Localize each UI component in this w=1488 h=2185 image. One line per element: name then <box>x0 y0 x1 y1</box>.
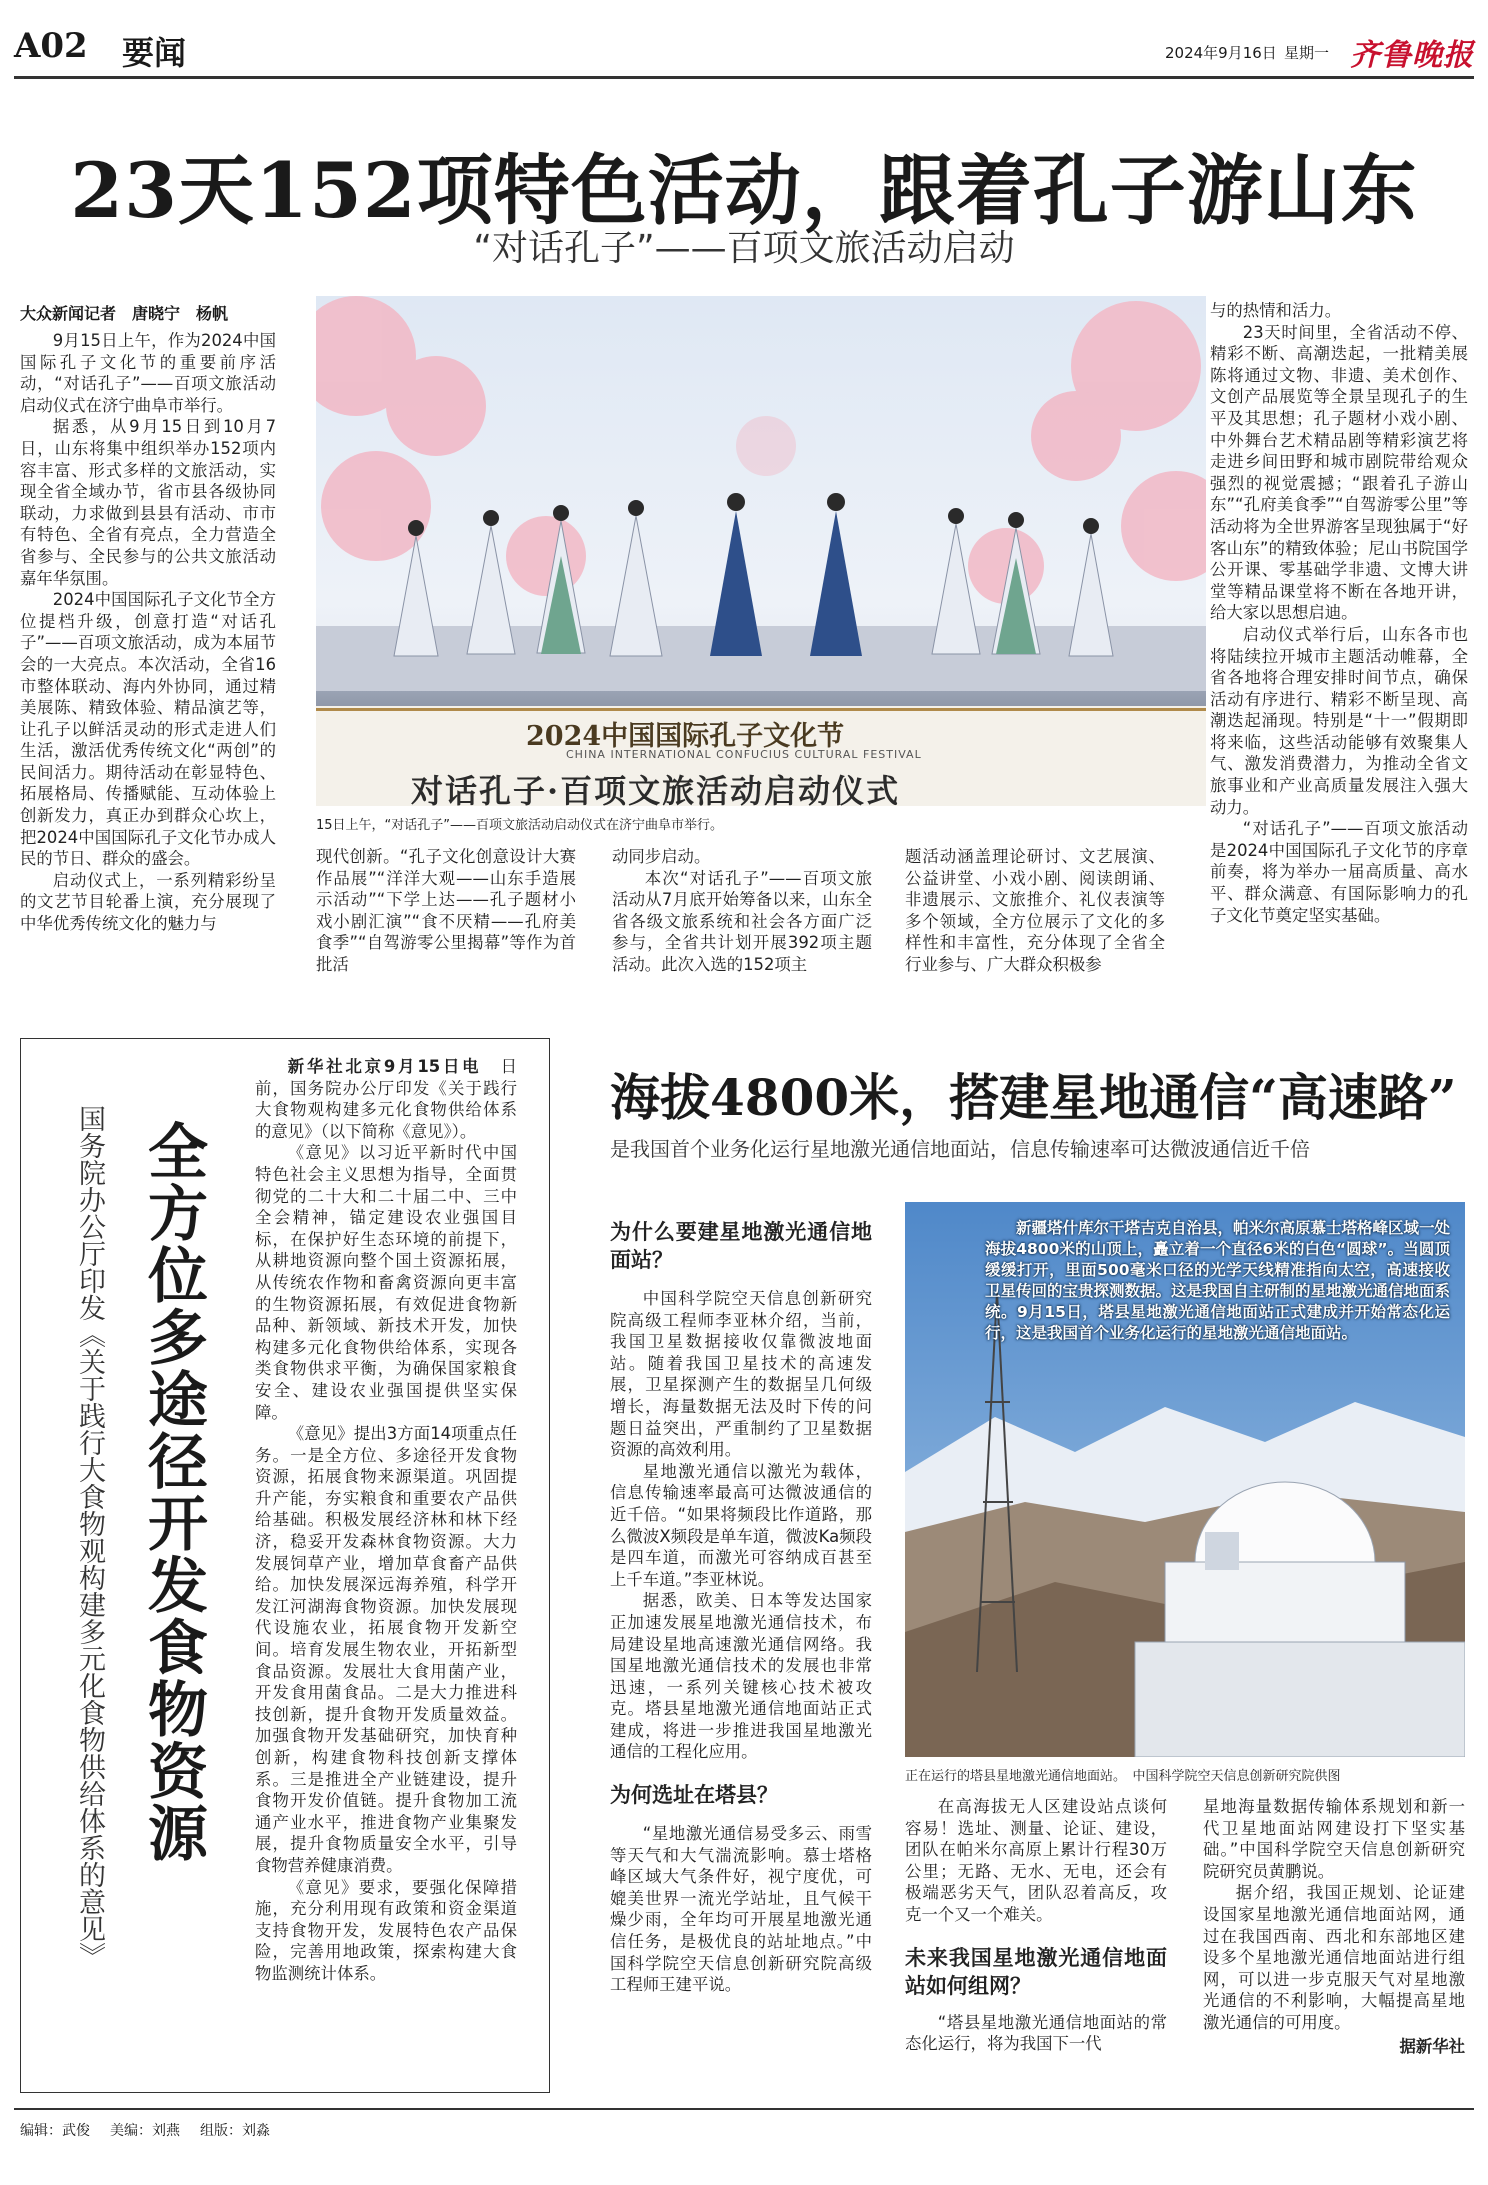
paragraph: 据悉，从9月15日到10月7日，山东将集中组织举办152项内容丰富、形式多样的文旅活动，实现全省全域办节，省市县各级协同联动，力求做到县县有活动、市市有特色、全省有亮点，全力营造全省参与、全民参与的公共文旅活动嘉年华氛围。 <box>20 417 276 588</box>
station-photo-overlay: 新疆塔什库尔干塔吉克自治县，帕米尔高原慕士塔格峰区域一处海拔4800米的山顶上，矗立着一个直径6米的白色“圆球”。当圆顶缓缓打开，里面500毫米口径的光学天线精准指向太空，高速接收卫星传回的宝贵探测数据。这是我国自主研制的星地激光通信地面系统。9月15日，塔县星地激光通信地面站正式建成并开始常态化运行，这是我国首个业务化运行的星地激光通信地面站。 <box>985 1219 1451 1342</box>
paragraph: 《意见》以习近平新时代中国特色社会主义思想为指导，全面贯彻党的二十大和二十届二中、三中全会精神，锚定建设农业强国目标，在保护好生态环境的前提下，从耕地资源向整个国土资源拓展，从传统农作物和畜禽资源向更丰富的生物资源拓展，有效促进食物新品种、新领域、新技术开发，加快构建多元化食物供给体系，实现各类食物供求平衡，为确保国家粮食安全、建设农业强国提供坚实保障。 <box>255 1143 517 1422</box>
story1-subheadline: “对话孔子”——百项文旅活动启动 <box>473 228 1015 269</box>
paragraph: 启动仪式举行后，山东各市也将陆续拉开城市主题活动帷幕，全省各地将合理安排时间节点，确保活动有序进行、精彩不断呈现、高潮迭起涌现。特别是“十一”假期即将来临，这些活动能够有效聚集人气、激发消费潜力，为推动全省文旅事业和产业高质量发展注入强大动力。 <box>1210 624 1468 817</box>
story1-byline: 大众新闻记者 唐晓宁 杨帆 <box>20 304 229 323</box>
page-code: A02 <box>14 26 88 66</box>
ceremony-photo-caption: 15日上午，“对话孔子”——百项文旅活动启动仪式在济宁曲阜市举行。 <box>316 818 724 833</box>
paragraph: 《意见》提出3方面14项重点任务。一是全方位、多途径开发食物资源，拓展食物来源渠道。巩固提升产能，夯实粮食和重要农产品供给基础。积极发展经济林和林下经济，稳妥开发森林食物资源。大力发展饲草产业，增加草食畜产品供给。加快发展深远海养殖，科学开发江河湖海食物资源。加快发展现代设施农业，拓展食物开发新空间。培育发展生物农业，开拓新型食品资源。发展壮大食用菌产业，开发食用菌食品。二是大力推进科技创新，提升食物开发质量效益。加强食物开发基础研究，加快育种创新，构建食物科技创新支撑体系。三是推进全产业链建设，提升食物开发价值链。提升食物加工流通产业水平，推进食物产业集聚发展，提升食物质量安全水平，引导食物营养健康消费。 <box>255 1424 517 1875</box>
paper-name: 齐鲁晚报 <box>1350 38 1474 73</box>
footer-layout: 组版：刘淼 <box>200 2123 270 2139</box>
story1-col3 <box>612 846 872 976</box>
story3-sign: 据新华社 <box>1399 2036 1465 2056</box>
paragraph: 23天时间里，全省活动不停、精彩不断、高潮迭起，一批精美展陈将通过文物、非遗、美术创作、文创产品展览等全景呈现孔子的生平及其思想；孔子题材小戏小剧、中外舞台艺术精品剧等精彩演艺将走进乡间田野和城市剧院带给观众强烈的视觉震撼；“跟着孔子游山东”“孔府美食季”“自驾游零公里”等活动将为全世界游客呈现独属于“好客山东”的精致体验；尼山书院国学公开课、零基础学非遗、文博大讲堂等精品课堂将不断在各地开讲，给大家以思想启迪。 <box>1210 322 1468 623</box>
issue-date: 2024年9月16日 <box>1165 44 1277 62</box>
paragraph: 《意见》要求，要强化保障措施，充分利用现有政策和资金渠道支持食物开发，发展特色农产品保险，完善用地政策，探索构建大食物监测统计体系。 <box>255 1877 517 1983</box>
paragraph: “对话孔子”——百项文旅活动是2024中国国际孔子文化节的序章前奏，将为举办一届高质量、高水平、群众满意、有国际影响力的孔子文化节奠定坚实基础。 <box>1210 819 1468 925</box>
paragraph: 中国科学院空天信息创新研究院高级工程师李亚林介绍，当前，我国卫星数据接收仅靠微波地面站。随着我国卫星技术的高速发展，卫星探测产生的数据呈几何级增长，海量数据无法及时下传的问题日益突出，严重制约了卫星数据资源的高效利用。 <box>610 1289 872 1460</box>
story2-body <box>255 1056 517 1985</box>
ceremony-photo <box>316 296 1206 806</box>
paragraph: 动同步启动。 <box>612 847 711 866</box>
story2-lead: 日前，国务院办公厅印发《关于践行大食物观构建多元化食物供给体系的意见》（以下简称《意见》）。 <box>255 1057 517 1141</box>
paragraph: 启动仪式上，一系列精彩纷呈的文艺节目轮番上演，充分展现了中华优秀传统文化的魅力与 <box>20 870 276 934</box>
story3-headline: 海拔4800米，搭建星地通信“高速路” <box>610 1068 1457 1127</box>
footer-rule <box>14 2108 1474 2110</box>
paragraph: “星地激光通信易受多云、雨雪等天气和大气湍流影响。慕士塔格峰区域大气条件好，视宁度优，可媲美世界一流光学站址，且气候干燥少雨，全年均可开展星地激光通信任务，是极优良的站址地点。”中国科学院空天信息创新研究院高级工程师王建平说。 <box>610 1824 872 1995</box>
story3-col-c <box>1203 1796 1465 2057</box>
paragraph: 与的热情和活力。 <box>1210 301 1342 320</box>
issue-weekday: 星期一 <box>1284 44 1330 62</box>
photo-banner-cn: 2024中国国际孔子文化节 <box>526 721 845 752</box>
paragraph: 本次“对话孔子”——百项文旅活动从7月底开始筹备以来，山东全省各级文旅系统和社会各方面广泛参与，全省共计划开展392项主题活动。此次入选的152项主 <box>612 868 872 974</box>
paragraph: 2024中国国际孔子文化节全方位提档升级，创意打造“对话孔子”——百项文旅活动，成为本届节会的一大亮点。本次活动，全省16市整体联动、海内外协同，通过精美展陈、精致体验、精品演艺等，让孔子以鲜活灵动的形式走进人们生活，激活优秀传统文化“两创”的民间活力。期待活动在彰显特色、拓展格局、传播赋能、互动体验上创新发力，真正办到群众心坎上，把2024中国国际孔子文化节办成人民的节日、群众的盛会。 <box>20 590 276 869</box>
photo-banner-main: 对话孔子·百项文旅活动启动仪式 <box>411 772 901 806</box>
paragraph: 现代创新。“孔子文化创意设计大赛作品展”“洋洋大观——山东手造展示活动”“下学上达——孔子题材小戏小剧汇演”“食不厌精——孔府美食季”“自驾游零公里揭幕”等作为首批活 <box>316 847 576 974</box>
paragraph <box>255 1056 517 1142</box>
paragraph: 题活动涵盖理论研讨、文艺展演、公益讲堂、小戏小剧、阅读朗诵、非遗展示、文旅推介、礼仪表演等多个领域，全方位展示了文化的多样性和丰富性，充分体现了全省全行业参与、广大群众积极参 <box>905 847 1165 974</box>
story3-q3: 未来我国星地激光通信地面站如何组网？ <box>905 1944 1167 1998</box>
story3-col-a <box>610 1218 872 1996</box>
story1-col4 <box>905 846 1165 976</box>
story1-col5 <box>1210 300 1468 926</box>
footer-art-editor: 美编：刘燕 <box>110 2123 180 2139</box>
station-photo-caption: 正在运行的塔县星地激光通信地面站。 中国科学院空天信息创新研究院供图 <box>905 1769 1341 1784</box>
station-photo <box>905 1202 1465 1757</box>
paragraph: 据悉，欧美、日本等发达国家正加速发展星地激光通信技术，布局建设星地高速激光通信网络。我国星地激光通信技术的发展也非常迅速，一系列关键核心技术被攻克。塔县星地激光通信地面站正式建成，将进一步推进我国星地激光通信的工程化应用。 <box>610 1591 872 1762</box>
paragraph: 在高海拔无人区建设站点谈何容易！选址、测量、论证、建设，团队在帕米尔高原上累计行程30万公里；无路、无水、无电，还会有极端恶劣天气，团队忍着高反，攻克一个又一个难关。 <box>905 1797 1167 1924</box>
paragraph: 星地海量数据传输体系规划和新一代卫星地面站网建设打下坚实基础。”中国科学院空天信息创新研究院研究员黄鹏说。 <box>1203 1797 1465 1881</box>
header-rule <box>14 76 1474 79</box>
story3-subheadline: 是我国首个业务化运行星地激光通信地面站，信息传输速率可达微波通信近千倍 <box>610 1137 1310 1161</box>
story2-vertical-title: 全方位多途径开发食物资源 <box>138 1120 208 1864</box>
paragraph: 据介绍，我国正规划、论证建设国家星地激光通信地面站网，通过在我国西南、西北和东部地区建设多个星地激光通信地面站进行组网，可以进一步克服天气对星地激光通信的不利影响，大幅提高星地激光通信的可用度。 <box>1203 1883 1465 2032</box>
story2-vertical-subtitle: 国务院办公厅印发《关于践行大食物观构建多元化食物供给体系的意见》 <box>74 1105 105 1969</box>
photo-banner-en: CHINA INTERNATIONAL CONFUCIUS CULTURAL FESTIVAL <box>566 748 922 761</box>
footer-editor: 编辑：武俊 <box>20 2123 90 2139</box>
story3-q2: 为何选址在塔县？ <box>610 1782 778 1808</box>
paragraph: 星地激光通信以激光为载体，信息传输速率最高可达微波通信的近千倍。“如果将频段比作道路，那么微波X频段是单车道，微波Ka频段是四车道，而激光可容纳成百甚至上千车道。”李亚林说。 <box>610 1461 872 1589</box>
paragraph: “塔县星地激光通信地面站的常态化运行，将为我国下一代 <box>905 2012 1167 2054</box>
paragraph: 9月15日上午，作为2024中国国际孔子文化节的重要前序活动，“对话孔子”——百项文旅活动启动仪式在济宁曲阜市举行。 <box>20 331 276 415</box>
story2-dateline: 新华社北京9月15日电 <box>287 1057 482 1076</box>
story1-col2 <box>316 846 576 976</box>
story1-headline: 23天152项特色活动，跟着孔子游山东 <box>70 146 1418 235</box>
story3-q1: 为什么要建星地激光通信地面站？ <box>610 1219 872 1272</box>
section-name: 要闻 <box>122 34 187 72</box>
story1-col1 <box>20 330 276 935</box>
story3-col-b <box>905 1796 1167 2055</box>
